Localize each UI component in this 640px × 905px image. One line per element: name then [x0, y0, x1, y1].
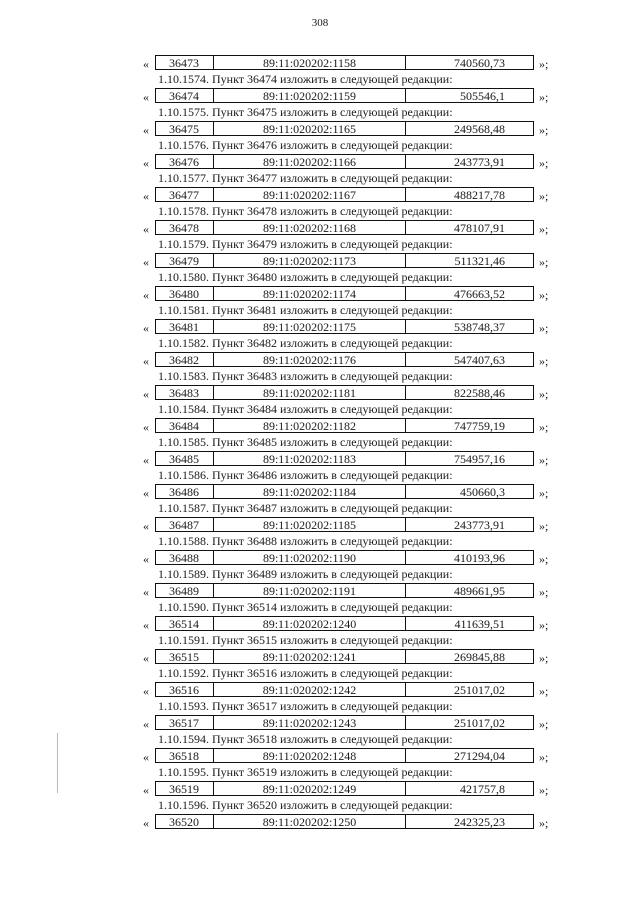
open-quote: « [143, 750, 149, 764]
table-row-box [155, 253, 534, 268]
amendment-paragraph: 1.10.1582. Пункт 36482 изложить в следующей редакции: [158, 336, 453, 350]
cadastral-number: 89:11:020202:1242 [214, 683, 406, 696]
amendment-paragraph: 1.10.1589. Пункт 36489 изложить в следующей редакции: [158, 567, 453, 581]
item-number: 36480 [156, 287, 214, 300]
cadastral-value: 489661,95 [454, 584, 505, 598]
cadastral-number: 89:11:020202:1159 [214, 89, 406, 102]
table-row [0, 613, 640, 635]
close-quote: »; [539, 189, 549, 203]
close-quote: »; [539, 486, 549, 500]
close-quote: »; [539, 783, 549, 797]
cadastral-number: 89:11:020202:1191 [214, 584, 406, 597]
table-row [0, 580, 640, 602]
close-quote: »; [539, 354, 549, 368]
table-row-box [155, 616, 534, 631]
item-number: 36483 [156, 386, 214, 399]
item-number: 36476 [156, 155, 214, 168]
amendment-paragraph: 1.10.1584. Пункт 36484 изложить в следующей редакции: [158, 402, 453, 416]
cadastral-value: 242325,23 [454, 815, 505, 829]
item-number: 36474 [156, 89, 214, 102]
item-number: 36489 [156, 584, 214, 597]
cadastral-value: 249568,48 [454, 122, 505, 136]
table-row [0, 448, 640, 470]
close-quote: »; [539, 651, 549, 665]
table-row [0, 712, 640, 734]
table-row-box [155, 154, 534, 169]
table-row [0, 151, 640, 173]
cadastral-number: 89:11:020202:1182 [214, 419, 406, 432]
table-row [0, 118, 640, 140]
table-row [0, 514, 640, 536]
table-row [0, 283, 640, 305]
table-row [0, 85, 640, 107]
amendment-paragraph: 1.10.1581. Пункт 36481 изложить в следующей редакции: [158, 303, 453, 317]
amendment-paragraph: 1.10.1593. Пункт 36517 изложить в следующей редакции: [158, 699, 453, 713]
table-row-box [155, 385, 534, 400]
close-quote: »; [539, 222, 549, 236]
table-row [0, 481, 640, 503]
cadastral-value: 478107,91 [454, 221, 505, 235]
table-row-box [155, 715, 534, 730]
amendment-paragraph: 1.10.1579. Пункт 36479 изложить в следующей редакции: [158, 237, 453, 251]
close-quote: »; [539, 90, 549, 104]
table-row [0, 316, 640, 338]
cadastral-number: 89:11:020202:1185 [214, 518, 406, 531]
open-quote: « [143, 453, 149, 467]
open-quote: « [143, 816, 149, 830]
amendment-paragraph: 1.10.1574. Пункт 36474 изложить в следующей редакции: [158, 72, 453, 86]
table-row [0, 778, 640, 800]
close-quote: »; [539, 288, 549, 302]
cadastral-value: 505546,1 [460, 89, 505, 103]
cadastral-value: 538748,37 [454, 320, 505, 334]
close-quote: »; [539, 57, 549, 71]
cadastral-value: 822588,46 [454, 386, 505, 400]
amendment-paragraph: 1.10.1594. Пункт 36518 изложить в следующей редакции: [158, 732, 453, 746]
close-quote: »; [539, 717, 549, 731]
table-row [0, 217, 640, 239]
close-quote: »; [539, 684, 549, 698]
item-number: 36475 [156, 122, 214, 135]
close-quote: »; [539, 321, 549, 335]
cadastral-value: 488217,78 [454, 188, 505, 202]
table-row [0, 646, 640, 668]
item-number: 36516 [156, 683, 214, 696]
item-number: 36481 [156, 320, 214, 333]
amendment-paragraph: 1.10.1591. Пункт 36515 изложить в следующей редакции: [158, 633, 453, 647]
table-row-box [155, 748, 534, 763]
item-number: 36487 [156, 518, 214, 531]
cadastral-number: 89:11:020202:1168 [214, 221, 406, 234]
close-quote: »; [539, 519, 549, 533]
cadastral-number: 89:11:020202:1166 [214, 155, 406, 168]
table-row-box [155, 550, 534, 565]
cadastral-number: 89:11:020202:1250 [214, 815, 406, 828]
open-quote: « [143, 255, 149, 269]
table-row-box [155, 682, 534, 697]
cadastral-number: 89:11:020202:1165 [214, 122, 406, 135]
cadastral-value: 754957,16 [454, 452, 505, 466]
margin-scan-mark [57, 733, 58, 793]
cadastral-number: 89:11:020202:1241 [214, 650, 406, 663]
document-body [0, 52, 640, 833]
amendment-paragraph: 1.10.1576. Пункт 36476 изложить в следующей редакции: [158, 138, 453, 152]
amendment-paragraph: 1.10.1580. Пункт 36480 изложить в следующей редакции: [158, 270, 453, 284]
table-row-box [155, 484, 534, 499]
table-row-box [155, 187, 534, 202]
item-number: 36482 [156, 353, 214, 366]
cadastral-number: 89:11:020202:1173 [214, 254, 406, 267]
cadastral-number: 89:11:020202:1248 [214, 749, 406, 762]
cadastral-value: 243773,91 [454, 155, 505, 169]
item-number: 36478 [156, 221, 214, 234]
amendment-paragraph: 1.10.1575. Пункт 36475 изложить в следующей редакции: [158, 105, 453, 119]
amendment-paragraph: 1.10.1587. Пункт 36487 изложить в следующей редакции: [158, 501, 453, 515]
close-quote: »; [539, 750, 549, 764]
cadastral-number: 89:11:020202:1183 [214, 452, 406, 465]
amendment-paragraph: 1.10.1592. Пункт 36516 изложить в следующей редакции: [158, 666, 453, 680]
open-quote: « [143, 684, 149, 698]
table-row-box [155, 451, 534, 466]
item-number: 36486 [156, 485, 214, 498]
table-row [0, 679, 640, 701]
table-row-box [155, 814, 534, 829]
open-quote: « [143, 651, 149, 665]
item-number: 36488 [156, 551, 214, 564]
open-quote: « [143, 321, 149, 335]
cadastral-value: 476663,52 [454, 287, 505, 301]
open-quote: « [143, 585, 149, 599]
cadastral-value: 269845,88 [454, 650, 505, 664]
table-row [0, 349, 640, 371]
item-number: 36520 [156, 815, 214, 828]
table-row [0, 184, 640, 206]
cadastral-number: 89:11:020202:1174 [214, 287, 406, 300]
item-number: 36477 [156, 188, 214, 201]
open-quote: « [143, 156, 149, 170]
table-row-box [155, 319, 534, 334]
item-number: 36485 [156, 452, 214, 465]
open-quote: « [143, 123, 149, 137]
amendment-paragraph: 1.10.1583. Пункт 36483 изложить в следующей редакции: [158, 369, 453, 383]
table-row [0, 250, 640, 272]
table-row-box [155, 220, 534, 235]
amendment-paragraph: 1.10.1595. Пункт 36519 изложить в следующей редакции: [158, 765, 453, 779]
table-row [0, 547, 640, 569]
cadastral-value: 547407,63 [454, 353, 505, 367]
open-quote: « [143, 57, 149, 71]
close-quote: »; [539, 255, 549, 269]
cadastral-value: 251017,02 [454, 716, 505, 730]
item-number: 36484 [156, 419, 214, 432]
cadastral-number: 89:11:020202:1158 [214, 56, 406, 69]
cadastral-number: 89:11:020202:1184 [214, 485, 406, 498]
table-row-box [155, 583, 534, 598]
open-quote: « [143, 486, 149, 500]
item-number: 36473 [156, 56, 214, 69]
close-quote: »; [539, 420, 549, 434]
cadastral-value: 747759,19 [454, 419, 505, 433]
cadastral-value: 251017,02 [454, 683, 505, 697]
item-number: 36514 [156, 617, 214, 630]
amendment-paragraph: 1.10.1577. Пункт 36477 изложить в следующей редакции: [158, 171, 453, 185]
cadastral-value: 450660,3 [460, 485, 505, 499]
close-quote: »; [539, 618, 549, 632]
open-quote: « [143, 552, 149, 566]
close-quote: »; [539, 387, 549, 401]
table-row [0, 382, 640, 404]
close-quote: »; [539, 156, 549, 170]
table-row-box [155, 649, 534, 664]
amendment-paragraph: 1.10.1578. Пункт 36478 изложить в следующей редакции: [158, 204, 453, 218]
open-quote: « [143, 189, 149, 203]
open-quote: « [143, 222, 149, 236]
cadastral-number: 89:11:020202:1175 [214, 320, 406, 333]
table-row-box [155, 352, 534, 367]
close-quote: »; [539, 816, 549, 830]
cadastral-value: 740560,73 [454, 56, 505, 70]
cadastral-number: 89:11:020202:1249 [214, 782, 406, 795]
open-quote: « [143, 519, 149, 533]
close-quote: »; [539, 552, 549, 566]
cadastral-number: 89:11:020202:1167 [214, 188, 406, 201]
table-row-box [155, 418, 534, 433]
table-row-box [155, 781, 534, 796]
amendment-paragraph: 1.10.1585. Пункт 36485 изложить в следующей редакции: [158, 435, 453, 449]
item-number: 36518 [156, 749, 214, 762]
table-row-box [155, 286, 534, 301]
cadastral-number: 89:11:020202:1240 [214, 617, 406, 630]
open-quote: « [143, 288, 149, 302]
open-quote: « [143, 420, 149, 434]
table-row-box [155, 88, 534, 103]
open-quote: « [143, 783, 149, 797]
close-quote: »; [539, 453, 549, 467]
cadastral-number: 89:11:020202:1181 [214, 386, 406, 399]
cadastral-value: 410193,96 [454, 551, 505, 565]
cadastral-value: 511321,46 [454, 254, 505, 268]
cadastral-number: 89:11:020202:1243 [214, 716, 406, 729]
open-quote: « [143, 717, 149, 731]
cadastral-value: 411639,51 [454, 617, 505, 631]
open-quote: « [143, 90, 149, 104]
amendment-paragraph: 1.10.1586. Пункт 36486 изложить в следующей редакции: [158, 468, 453, 482]
amendment-paragraph: 1.10.1588. Пункт 36488 изложить в следующей редакции: [158, 534, 453, 548]
cadastral-value: 421757,8 [460, 782, 505, 796]
amendment-paragraph: 1.10.1590. Пункт 36514 изложить в следующей редакции: [158, 600, 453, 614]
table-row [0, 52, 640, 74]
close-quote: »; [539, 585, 549, 599]
table-row-box [155, 121, 534, 136]
cadastral-number: 89:11:020202:1176 [214, 353, 406, 366]
cadastral-number: 89:11:020202:1190 [214, 551, 406, 564]
open-quote: « [143, 618, 149, 632]
open-quote: « [143, 387, 149, 401]
page-number: 308 [311, 17, 329, 29]
table-row [0, 811, 640, 833]
amendment-paragraph: 1.10.1596. Пункт 36520 изложить в следующей редакции: [158, 798, 453, 812]
item-number: 36519 [156, 782, 214, 795]
table-row [0, 415, 640, 437]
close-quote: »; [539, 123, 549, 137]
cadastral-value: 243773,91 [454, 518, 505, 532]
table-row-box [155, 517, 534, 532]
item-number: 36515 [156, 650, 214, 663]
open-quote: « [143, 354, 149, 368]
table-row [0, 745, 640, 767]
item-number: 36479 [156, 254, 214, 267]
item-number: 36517 [156, 716, 214, 729]
table-row-box [155, 55, 534, 70]
cadastral-value: 271294,04 [454, 749, 505, 763]
